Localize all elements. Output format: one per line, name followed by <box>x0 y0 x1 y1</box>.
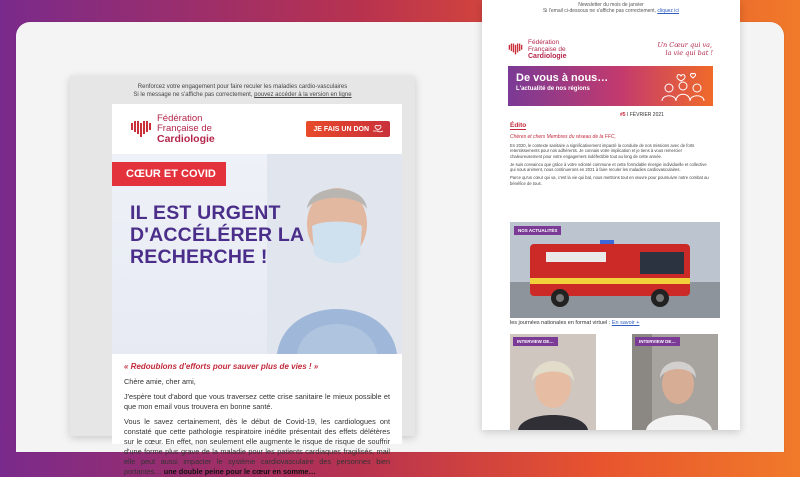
ffc-logo <box>130 114 215 145</box>
interview-tag: INTERVIEW DE… <box>635 337 680 346</box>
paragraph-2-text: Vous le savez certainement, dès le début de Covid-19, les cardiologues ont constaté que cette pathologie respiratoire inédite présentait des effets délétères sur le cœur. En effet, non seulement elle augmente le risque de risque de souffrir d'une forme plus grave de la maladie pour les patients cardiaques fragilisés, mail elle peut aussi impacter le système cardiovasculaire des personnes bien portantes… <box>124 417 390 476</box>
logo-line-3: Cardiologie <box>528 52 567 60</box>
newsletter-banner <box>508 66 713 106</box>
issue-info <box>620 112 664 118</box>
email-body <box>112 354 402 476</box>
donate-button[interactable] <box>306 121 390 137</box>
heart-logo-icon <box>508 42 523 56</box>
logo-line-1: Fédération <box>528 38 560 46</box>
edito-greeting: Chères et chers Membres du réseau de la FFC, <box>510 134 616 140</box>
category-tag: CŒUR ET COVID <box>112 162 226 186</box>
issue-date: I FÉVRIER 2021 <box>625 112 664 118</box>
edito-text <box>510 134 710 189</box>
edito-paragraph-3: Parce qu'un cœur qui va, c'est la vie qui bat, nous mettrons tout en œuvre pour poursuivre notre combat au bénéfice de tous. <box>510 175 709 186</box>
logo-line-2: Française de <box>157 122 212 134</box>
heart-logo-icon <box>130 119 152 139</box>
slogan-line-1: Un Cœur qui va, <box>657 41 713 49</box>
preheader <box>482 0 740 14</box>
news-tag: NOS ACTUALITÉS <box>514 226 561 235</box>
quote: « Redoublons d'efforts pour sauver plus de vies ! » <box>124 362 319 371</box>
slogan-line-2: la vie qui bat ! <box>665 49 713 57</box>
edito-paragraph-2: Je suis convaincu que grâce à votre volonté commune et cette formidable énergie individuelle et collective qui nous animent, nous continuerons en 2021 à faire reculer les maladies cardiovasculaires. <box>510 161 707 173</box>
people-hearts-icon <box>659 70 705 102</box>
preheader <box>70 76 415 99</box>
interviewee-photo <box>632 334 718 430</box>
interview-tag: INTERVIEW DE… <box>513 337 558 346</box>
paragraph-2-bold: une double peine pour le cœur en somme… <box>163 467 316 476</box>
hero-banner <box>112 154 402 354</box>
logo-line-2: Française de <box>528 45 566 53</box>
preheader-text-2: Si le message ne s'affiche pas correctement, <box>133 92 255 98</box>
preheader-text: Newsletter du mois de janvier <box>578 2 644 8</box>
news-caption <box>510 320 639 326</box>
email-header <box>112 104 402 154</box>
slogan <box>657 41 713 57</box>
salutation: Chère amie, cher ami, <box>124 377 196 386</box>
paragraph-2 <box>124 417 390 477</box>
donate-label: JE FAIS UN DON <box>313 125 369 133</box>
interview-card-1[interactable] <box>510 334 596 430</box>
news-caption-text: les journées nationales en format virtuel : <box>510 320 612 326</box>
view-online-link[interactable]: cliquez ici <box>657 8 680 14</box>
logo-line-3: Cardiologie <box>157 132 215 145</box>
issue-number: #5 <box>620 112 626 118</box>
fire-truck-photo <box>510 222 720 318</box>
read-more-link[interactable]: En savoir + <box>611 320 640 326</box>
email-preview-newsletter <box>482 0 740 430</box>
hand-heart-icon <box>373 125 383 133</box>
edito-label: Édito <box>510 122 527 129</box>
edito-paragraph-1: En 2020, le contexte sanitaire a significativement impacté la conduite de nos missions avec de forts retentissements pour nos adhérents. Je connais votre implication et je tiens à vous remercier chaleureusement pour votre engagement indéfectible tout au long de cette année. <box>510 143 695 159</box>
hero-title: IL EST URGENT D'ACCÉLÉRER LA RECHERCHE ! <box>130 202 304 268</box>
ffc-logo <box>508 39 567 60</box>
banner-subtitle: L'actualité de nos régions <box>516 86 590 92</box>
paragraph-1: J'espère tout d'abord que vous traversez cette crise sanitaire le mieux possible et que mon email vous trouvera en bonne santé. <box>124 392 390 411</box>
logo-line-1: Fédération <box>157 112 203 124</box>
online-version-link[interactable]: pouvez accéder à la version en ligne <box>254 92 352 98</box>
preheader-text: Renforcez votre engagement pour faire reculer les maladies cardio-vasculaires <box>137 84 348 90</box>
banner-title: De vous à nous… <box>516 72 609 84</box>
email-header <box>508 34 713 64</box>
interview-card-2[interactable] <box>632 334 718 430</box>
news-card[interactable] <box>510 222 720 318</box>
interviewee-photo <box>510 334 596 430</box>
preheader-text-2: Si l'email ci-dessous ne s'affiche pas correctement, <box>542 8 658 14</box>
email-preview-coeur-covid <box>70 76 415 476</box>
